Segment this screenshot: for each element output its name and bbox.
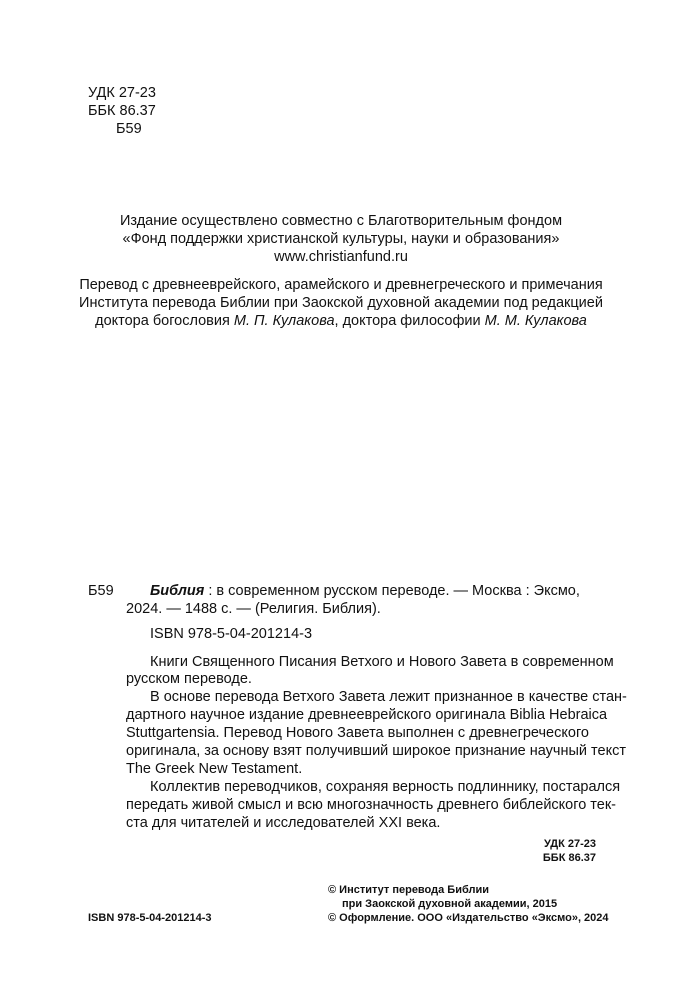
catalog-isbn: ISBN 978-5-04-201214-3 xyxy=(150,626,313,642)
catalog-line-1 xyxy=(150,582,580,600)
bbk-code-bottom: ББК 86.37 xyxy=(542,852,596,864)
editor-name-2: М. М. Кулакова xyxy=(484,313,587,329)
sponsor-line-1: Издание осуществлено совместно с Благотворительным фондом xyxy=(119,213,563,229)
sponsor-website: www.christianfund.ru xyxy=(274,249,408,265)
bbk-code-top: ББК 86.37 xyxy=(88,103,156,119)
sponsor-line-2: «Фонд поддержки христианской культуры, науки и образования» xyxy=(122,231,560,247)
catalog-line-1-rest: : в современном русском переводе. — Москва : Эксмо, xyxy=(204,583,580,599)
translation-line-2: Института перевода Библии при Заокской духовной академии под редакцией xyxy=(79,295,603,311)
catalog-sign: Б59 xyxy=(88,583,114,599)
abstract-line: Коллектив переводчиков, сохраняя верность подлиннику, постарался xyxy=(150,779,621,795)
catalog-line-2: 2024. — 1488 с. — (Религия. Библия). xyxy=(126,601,381,617)
abstract-line: The Greek New Testament. xyxy=(126,761,303,777)
translation-line-1: Перевод с древнееврейского, арамейского и древнегреческого и примечания xyxy=(79,277,603,293)
copyright-institute-line-2: при Заокской духовной академии, 2015 xyxy=(342,898,558,910)
translation-line-3-prefix: доктора богословия xyxy=(95,313,234,329)
abstract-line: В основе перевода Ветхого Завета лежит признанное в качестве стан- xyxy=(150,689,627,705)
abstract-line: ста для читателей и исследователей XXI века. xyxy=(126,815,441,831)
translation-line-3 xyxy=(40,312,642,330)
copyright-design: © Оформление. ООО «Издательство «Эксмо», 2024 xyxy=(328,912,609,924)
editor-name-1: М. П. Кулакова xyxy=(233,313,335,329)
copyright-institute: © Институт перевода Библии xyxy=(328,884,489,896)
udk-code-bottom: УДК 27-23 xyxy=(543,838,596,850)
abstract-line: Книги Священного Писания Ветхого и Нового Завета в современном xyxy=(150,654,614,670)
abstract-line: дартного научное издание древнееврейского оригинала Biblia Hebraica xyxy=(126,707,608,723)
abstract-line: Stuttgartensia. Перевод Нового Завета выполнен с древнегреческого xyxy=(126,725,589,741)
udk-code-top: УДК 27-23 xyxy=(88,85,156,101)
abstract-line: передать живой смысл и всю многозначность древнего библейского тек- xyxy=(126,797,617,813)
footer-isbn: ISBN 978-5-04-201214-3 xyxy=(88,912,212,924)
abstract-line: русском переводе. xyxy=(126,671,252,687)
abstract-line: оригинала, за основу взят получивший широкое признание научный текст xyxy=(126,743,626,759)
author-sign-top: Б59 xyxy=(116,121,142,137)
translation-line-3-mid: , доктора философии xyxy=(334,313,485,329)
catalog-title: Библия xyxy=(150,583,205,599)
